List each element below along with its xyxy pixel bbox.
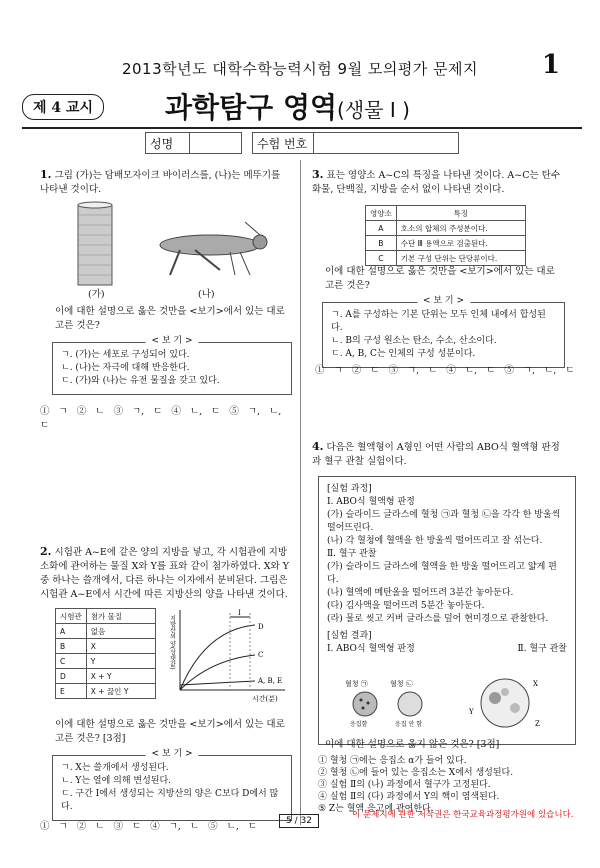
fig-b-label: (나) [198,289,215,300]
page-counter: 5 / 32 [279,814,319,828]
header-rule [22,127,582,129]
id-number-field[interactable]: 수험 번호 [252,132,459,154]
fig-a-label: (가) [88,289,105,300]
page-number: 1 [541,50,560,80]
q3-bogi: < 보 기 > ㄱ. A를 구성하는 기본 단위는 모두 인체 내에서 합성된다. ㄴ. B의 구성 원소는 탄소, 수소, 산소이다. ㄷ. A, B, C는 인체의 구성 성분이다. [322,302,565,368]
agg-label: 응집함 [350,721,368,728]
q4-stem: 4. 다음은 혈액형이 A형인 어떤 사람의 ABO식 혈액형 판정과 혈구 관찰 실험이다. [312,440,560,467]
q1-bogi: < 보 기 > ㄱ. (가)는 세포로 구성되어 있다. ㄴ. (나)는 자극에 대해 반응한다. ㄷ. (가)와 (나)는 유전 물질을 갖고 있다. [52,342,292,395]
q4-ask: 이에 대한 설명으로 옳지 않은 것은? [3점] [325,739,500,750]
q2-stem: 2. 시험관 A~E에 같은 양의 지방을 넣고, 각 시험관에 지방 소화에 관여하는 물질 X와 Y를 표와 같이 첨가하였다. X와 Y 중 하나는 쓸개에서, 다른 하나는 이자에서 분비된다. 그림은 시험관 A~E에서 시간에 따른 지방산의 양을 나타낸 것이다. [40,545,289,600]
q2-graph [160,605,290,705]
q3-stem: 3. 표는 영양소 A~C의 특징을 나타낸 것이다. A~C는 탄수화물, 단백질, 지방을 순서 없이 나타낸 것이다. [312,168,561,195]
q4-experiment-box: [실험 과정] Ⅰ. ABO식 혈액형 판정 (가) 슬라이드 글라스에 혈청 ㉠과 혈청 ㉡을 각각 한 방울씩 떨어뜨린다. (나) 각 혈청에 혈액을 한 방울씩 떨어뜨리고 잘 섞는다. Ⅱ. 혈구 관찰 (가) 슬라이드 글라스에 혈액을 한 방울 떨어뜨리고 얇게 편다. (나) 혈액에 메탄올을 떨어뜨려 3분간 놓아둔다. (다) 김사액을 떨어뜨려 5분간 놓아둔다. (라) 물로 씻고 커버 글라스를 덮어 현미경으로 관찰한다. [실험 결과] Ⅰ. ABO식 혈액형 판정 Ⅱ. 혈구 관찰 [318,476,576,745]
q4-choices[interactable]: ① 혈청 ㉠에는 응집소 α가 들어 있다. ② 혈청 ㉡에 들어 있는 응집소는 X에서 생성된다. ③ 실험 Ⅱ의 (나) 과정에서 혈구가 고정된다. ④ 실험 Ⅱ의 (다) 과정에서 Y의 핵이 염색된다. ⑤ Z는 혈액 응고에 관여한다. [318,756,514,814]
cell-z-label: Z [535,720,540,728]
q1-stem: 1. 그림 (가)는 담배모자이크 바이러스를, (나)는 메뚜기를 나타낸 것이다. [40,168,281,195]
graph-label-c: C [258,651,264,659]
subject-title: 과학탐구 영역(생물 I ) [165,91,410,124]
column-divider [300,160,301,825]
serum2-label: 혈청 ㉡ [390,680,413,688]
name-field[interactable]: 성명 [145,132,242,154]
q1-choices[interactable]: ① ㄱ ② ㄴ ③ ㄱ, ㄷ ④ ㄴ, ㄷ ⑤ ㄱ, ㄴ, ㄷ [40,406,282,431]
exam-title: 2013학년도 대학수학능력시험 9월 모의평가 문제지 [121,60,479,78]
cell-y-label: Y [469,708,474,716]
graph-label-d: D [258,623,264,631]
graph-ylabel: 지방산의 양(상댓값) [168,615,176,670]
graph-xlabel: 시간(분) [252,695,278,703]
q1-ask: 이에 대한 설명으로 옳은 것만을 <보기>에서 있는 대로 고른 것은? [55,306,285,331]
q2-table: 시험관 첨가 물질 A 없음 B X C Y D X + Y E X + 끓인 Y [55,608,156,699]
graph-label-interval: I [238,609,241,617]
session-badge: 제 4 교시 [22,94,104,120]
q3-table: 영양소 특징 A 호소의 합체의 주성분이다. B 수단 Ⅲ 용액으로 검출된다. C 기본 구성 단위는 단당류이다. [365,205,526,266]
q2-choices[interactable]: ① ㄱ ② ㄴ ③ ㄷ ④ ㄱ, ㄴ ⑤ ㄴ, ㄷ [40,821,258,832]
copyright-note: 이 문제지에 관한 저작권은 한국교육과정평가원에 있습니다. [352,810,574,820]
q3-choices[interactable]: ① ㄱ ② ㄷ ③ ㄱ, ㄴ ④ ㄴ, ㄷ ⑤ ㄱ, ㄴ, ㄷ [315,365,575,376]
q2-bogi: < 보 기 > ㄱ. X는 쓸개에서 생성된다. ㄴ. Y는 열에 의해 변성된다. ㄷ. 구간 I에서 생성되는 지방산의 양은 C보다 D에서 많다. [52,755,292,821]
no-agg-label: 응집 안 함 [395,721,422,728]
cell-x-label: X [533,680,538,688]
q4-result-figure [345,678,555,730]
tobacco-mosaic-virus-figure [70,200,120,290]
graph-label-abe: A, B, E [258,677,283,685]
grasshopper-figure [150,220,270,280]
q3-ask: 이에 대한 설명으로 옳은 것만을 <보기>에서 있는 대로 고른 것은? [325,266,555,291]
serum1-label: 혈청 ㉠ [345,680,368,688]
q2-ask: 이에 대한 설명으로 옳은 것만을 <보기>에서 있는 대로 고른 것은? [3점] [55,719,285,744]
